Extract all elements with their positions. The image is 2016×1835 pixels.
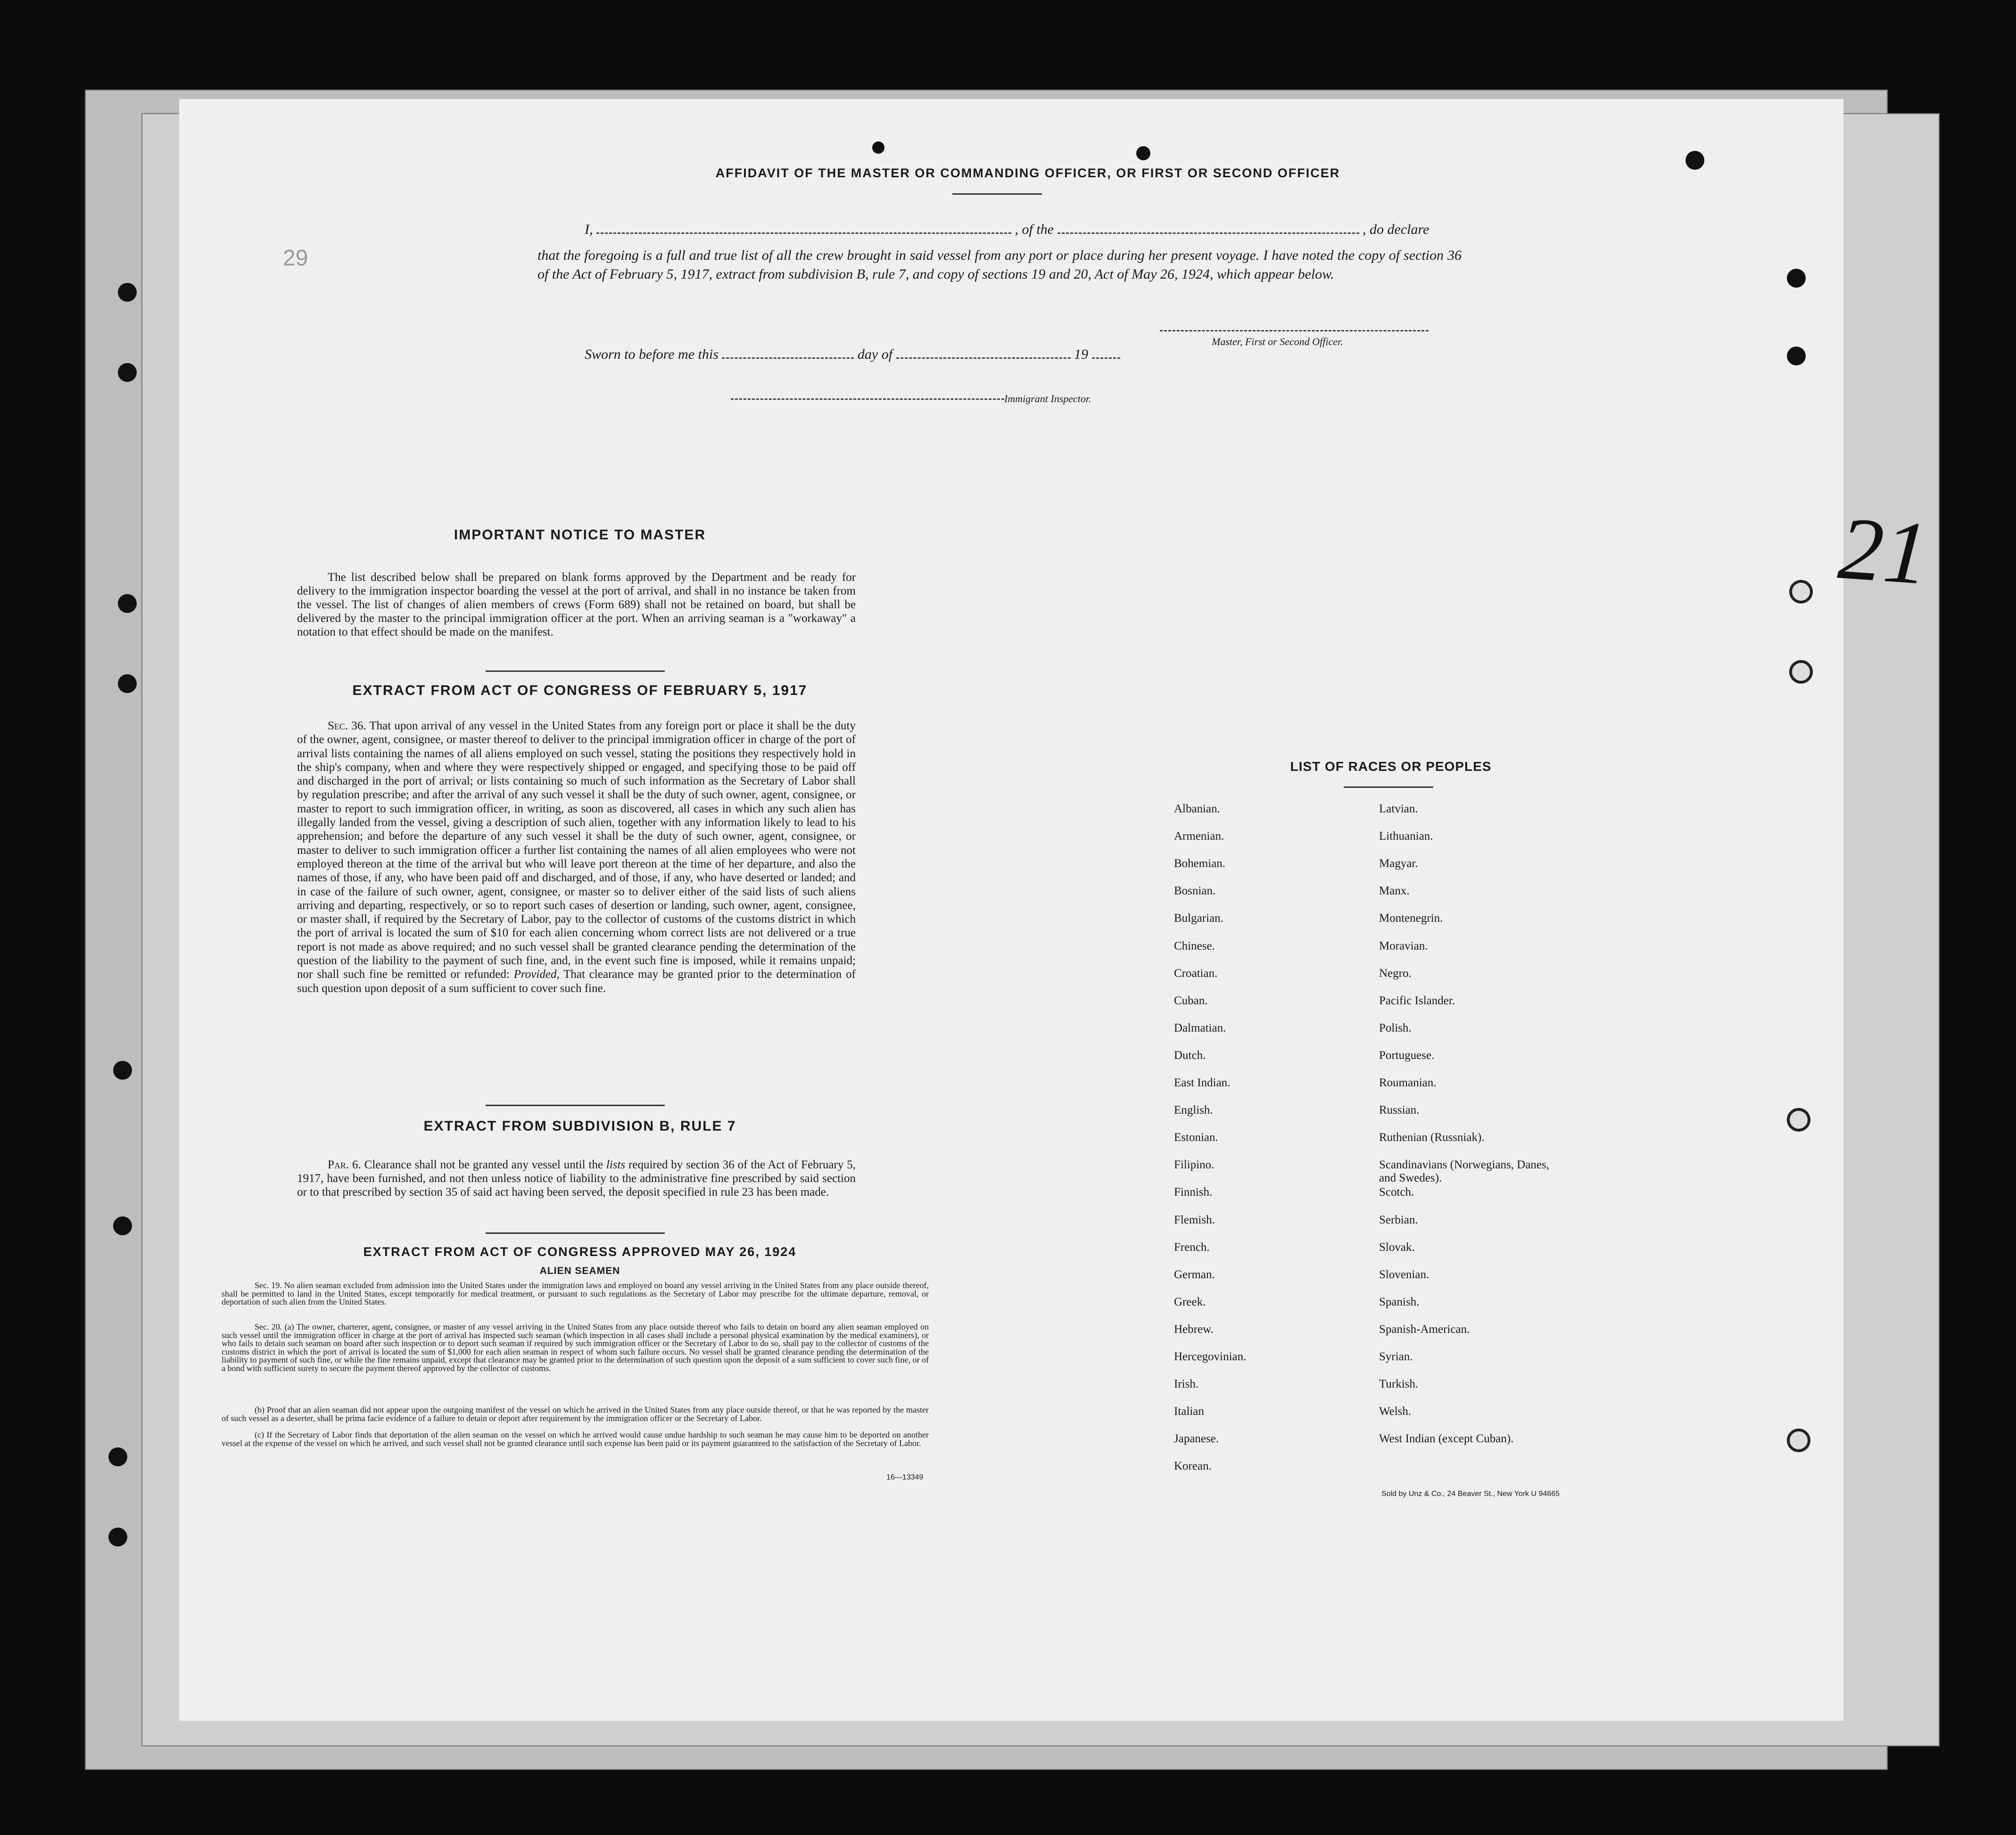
handwritten-mark: 21 xyxy=(1835,498,1932,604)
form-number: 16—13349 xyxy=(886,1473,924,1481)
race-item: Dalmatian. xyxy=(1174,1021,1226,1034)
sworn-text: Sworn to before me this xyxy=(585,347,719,362)
master-signature-line[interactable] xyxy=(1160,330,1429,331)
race-item: Japanese. xyxy=(1174,1432,1219,1446)
race-item: Dutch. xyxy=(1174,1049,1206,1062)
race-item: Manx. xyxy=(1379,884,1410,898)
race-item: German. xyxy=(1174,1268,1215,1281)
race-item: Italian xyxy=(1174,1405,1204,1418)
rule-7-title: EXTRACT FROM SUBDIVISION B, RULE 7 xyxy=(423,1118,736,1134)
provided-word: Provided, xyxy=(513,968,560,981)
race-item: Roumanian. xyxy=(1379,1076,1437,1089)
rule-7-text xyxy=(297,1158,856,1199)
par-6-text-b: required by section 36 of the Act of February 5, 1917, have been furnished, and not then unless notice of liability to the administrative fine prescribed by said section or to that prescribed by section 35 of said act having been served, the deposit specified in rule 23 has been made. xyxy=(297,1158,856,1199)
punch-hole xyxy=(1787,269,1806,288)
sworn-day-field[interactable] xyxy=(722,348,854,359)
par-6-label: Par. 6. xyxy=(328,1158,361,1171)
race-item: Korean. xyxy=(1174,1460,1212,1473)
race-item: Spanish-American. xyxy=(1379,1323,1470,1336)
punch-hole xyxy=(1136,146,1150,160)
extract-1924-sec-20a: Sec. 20. (a) The owner, charterer, agent, consignee, or master of any vessel arriving in the United States from any place outside thereof who fails to detain on board any alien seaman employed on such vessel until the immigration officer in charge at the port of arrival has inspected such seaman (which inspection in all cases shall include a personal physical examination by the medical examiners), or who fails to detain such seaman on board after such inspection or to deport such seaman if required by such immigration officer or the Secretary of Labor to do so, shall pay to the collector of customs of the customs district in which the port of arrival is located the sum of $1,000 for each alien seaman in respect of whom such failure occurs. No vessel shall be granted clearance pending the determination of the liability to payment of such fine, or while the fine remains unpaid, except that clearance may be granted prior to the determination of such question upon the deposit of a sum sufficient to cover such fine, or of a bond with sufficient surety to secure the payment thereof approved by the collector of customs. xyxy=(222,1322,929,1373)
affidavit-line-1 xyxy=(585,222,1462,238)
sec-36-text: That upon arrival of any vessel in the United States from any foreign port or place it shall be the duty of the owner, agent, consignee, or master thereof to deliver to the principal immigration officer in charge of the port of arrival lists containing the names of all aliens employed on such vessel, stating the positions they respectively hold in the ship's company, when and where they were respectively shipped or engaged, and specifying those to be paid off and discharged in the port of arrival; or lists containing so much of such information as the Secretary of Labor shall by regulation prescribe; and after the arrival of any such vessel it shall be the duty of such owner, agent, consignee, or master to report to such immigration officer, in writing, as soon as discovered, all cases in which any such alien has illegally landed from the vessel, giving a description of such alien, together with any information likely to lead to his apprehension; and before the departure of any such vessel it shall be the duty of such owner, agent, consignee, or master to deliver to such immigration officer a further list containing the names of all alien employees who were not employed thereon at the time of the arrival but who will leave port thereon at the time of her departure, and also the names of those, if any, who have been paid off and discharged, and of those, if any, who have deserted or landed; and in case of the failure of such owner, agent, consignee, or master so to deliver either of the said lists of such aliens arriving and departing, respectively, or so to report such cases of desertion or landing, such owner, agent, consignee, or master shall, if required by the Secretary of Labor, pay to the collector of customs of the customs district in which the port of arrival is located the sum of $10 for each alien concerning whom correct lists are not delivered or a true report is not made as above required; and no such vessel shall be granted clearance pending the determination of the question of the liability to the payment of such fine, and, in the event such fine is imposed, while it remains unpaid; nor shall such fine be remitted or refunded: xyxy=(297,719,856,981)
affidavit-body: that the foregoing is a full and true list of all the crew brought in said vessel from any port or place during her present voyage. I have noted the copy of section 36 of the Act of February 5, 1917, extract from subdivision B, rule 7, and copy of sections 19 and 20, Act of May 26, 1924, which appear below. xyxy=(537,248,1462,282)
extract-1924-title: EXTRACT FROM ACT OF CONGRESS APPROVED MAY 26, 1924 xyxy=(363,1245,797,1259)
do-declare: , do declare xyxy=(1363,222,1429,237)
sworn-month-field[interactable] xyxy=(896,348,1071,359)
master-label: Master, First or Second Officer. xyxy=(1212,336,1343,347)
race-item: Finnish. xyxy=(1174,1186,1213,1199)
alien-seamen-subtitle: ALIEN SEAMEN xyxy=(539,1265,620,1276)
race-item: Slovak. xyxy=(1379,1240,1415,1254)
punch-hole xyxy=(108,1528,127,1546)
race-item: English. xyxy=(1174,1104,1213,1117)
vessel-field[interactable] xyxy=(1058,223,1359,234)
race-item: Pacific Islander. xyxy=(1379,994,1455,1007)
races-title: LIST OF RACES OR PEOPLES xyxy=(1290,759,1492,774)
sworn-year-field[interactable] xyxy=(1092,348,1120,359)
punch-hole xyxy=(118,363,137,382)
punch-ring xyxy=(1789,580,1813,603)
punch-hole xyxy=(113,1061,132,1080)
extract-1917-title: EXTRACT FROM ACT OF CONGRESS OF FEBRUARY 5, 1917 xyxy=(352,683,808,698)
race-item: Portuguese. xyxy=(1379,1049,1435,1062)
race-item: Greek. xyxy=(1174,1295,1206,1308)
race-item: Latvian. xyxy=(1379,802,1418,815)
race-item: Bulgarian. xyxy=(1174,912,1223,925)
name-field[interactable] xyxy=(596,223,1011,234)
inspector-signature-line[interactable] xyxy=(731,398,1004,400)
race-item: Magyar. xyxy=(1379,857,1418,870)
divider xyxy=(952,193,1042,195)
race-item: Irish. xyxy=(1174,1378,1199,1391)
year-text: 19 xyxy=(1074,347,1089,362)
race-item: Turkish. xyxy=(1379,1378,1419,1391)
punch-ring xyxy=(1789,660,1813,684)
race-item: Moravian. xyxy=(1379,939,1428,952)
extract-1924-sec-19: Sec. 19. No alien seaman excluded from admission into the United States under the immigration laws and employed on board any vessel arriving in the United States from any place outside thereof, shall be permitted to land in the United States, except temporarily for medical treatment, or pursuant to such regulations as the Secretary of Labor may prescribe for the ultimate departure, removal, or deportation of such alien from the United States. xyxy=(222,1281,929,1306)
race-item: Hebrew. xyxy=(1174,1323,1214,1336)
race-item: Spanish. xyxy=(1379,1295,1420,1308)
race-item: Estonian. xyxy=(1174,1131,1218,1144)
race-item: Welsh. xyxy=(1379,1405,1412,1418)
extract-1917-text xyxy=(297,719,856,995)
punch-hole xyxy=(108,1447,127,1466)
race-item: Flemish. xyxy=(1174,1213,1215,1226)
race-item: Croatian. xyxy=(1174,967,1218,980)
race-item: Cuban. xyxy=(1174,994,1208,1007)
notice-title: IMPORTANT NOTICE TO MASTER xyxy=(454,527,706,543)
punch-ring xyxy=(1787,1108,1810,1132)
punch-hole xyxy=(113,1216,132,1235)
sec-36-text-end: That clearance may be granted prior to the determination of such question upon deposit of a sum sufficient to cover such fine. xyxy=(297,968,856,995)
race-item: Scotch. xyxy=(1379,1186,1414,1199)
race-item: East Indian. xyxy=(1174,1076,1231,1089)
race-item: Filipino. xyxy=(1174,1158,1215,1172)
punch-hole xyxy=(118,283,137,302)
sold-by: Sold by Unz & Co., 24 Beaver St., New York U 94665 xyxy=(1381,1490,1560,1498)
race-item: Serbian. xyxy=(1379,1213,1418,1226)
race-item: Bosnian. xyxy=(1174,884,1216,898)
par-6-text-a: Clearance shall not be granted any vessel until the xyxy=(364,1158,603,1171)
race-item: Negro. xyxy=(1379,967,1412,980)
race-item: Albanian. xyxy=(1174,802,1220,815)
race-item: Russian. xyxy=(1379,1104,1420,1117)
sworn-line xyxy=(585,347,1120,363)
race-item: Lithuanian. xyxy=(1379,830,1433,843)
extract-1924-sec-20b: (b) Proof that an alien seaman did not appear upon the outgoing manifest of the vessel on which he arrived in the United States from any place outside thereof, or that he was reported by the master of such vessel as a deserter, shall be prima facie evidence of a failure to detain or deport after requirement by the immigration officer or the Secretary of Labor. xyxy=(222,1405,929,1423)
race-item: Polish. xyxy=(1379,1021,1412,1034)
race-item: Montenegrin. xyxy=(1379,912,1443,925)
notice-text: The list described below shall be prepared on blank forms approved by the Department and be ready for delivery to the immigration inspector boarding the vessel at the port of arrival, and shall in no instance be taken from the vessel. The list of changes of alien members of crews (Form 689) shall not be retained on board, but shall be delivered by the master to the principal immigration officer at the port. When an arriving seaman is a "workaway" a notation to that effect should be made on the manifest. xyxy=(297,571,856,638)
race-item: Chinese. xyxy=(1174,939,1215,952)
day-of-text: day of xyxy=(857,347,893,362)
race-item: Syrian. xyxy=(1379,1350,1413,1363)
divider xyxy=(486,670,665,672)
line-i: I, xyxy=(585,222,593,237)
race-item: Hercegovinian. xyxy=(1174,1350,1247,1363)
race-item: West Indian (except Cuban). xyxy=(1379,1432,1514,1446)
punch-hole xyxy=(872,141,884,154)
race-item: Bohemian. xyxy=(1174,857,1226,870)
punch-ring xyxy=(1787,1429,1810,1452)
race-item: Slovenian. xyxy=(1379,1268,1429,1281)
divider xyxy=(486,1232,665,1234)
race-item: Armenian. xyxy=(1174,830,1224,843)
divider xyxy=(1344,786,1433,788)
affidavit-title: AFFIDAVIT OF THE MASTER OR COMMANDING OFFICER, OR FIRST OR SECOND OFFICER xyxy=(715,166,1340,180)
punch-hole xyxy=(118,594,137,613)
extract-1924-sec-20c: (c) If the Secretary of Labor finds that deportation of the alien seaman on the vessel on which he arrived would cause undue hardship to such seaman he may cause him to be deported on another vessel at the expense of the vessel on which he arrived, and such vessel shall not be granted clearance until such expense has been paid or its payment guaranteed to the satisfaction of the Secretary of Labor. xyxy=(222,1430,929,1448)
punch-hole xyxy=(1787,347,1806,365)
inspector-label: Immigrant Inspector. xyxy=(1004,393,1091,405)
punch-hole xyxy=(118,674,137,693)
of-the: , of the xyxy=(1015,222,1054,237)
page-number: 29 xyxy=(283,246,308,271)
punch-hole xyxy=(1686,151,1704,170)
divider xyxy=(486,1105,665,1106)
race-item: French. xyxy=(1174,1240,1210,1254)
race-item: Ruthenian (Russniak). xyxy=(1379,1131,1485,1144)
sec-36-label: Sec. 36. xyxy=(328,719,366,732)
race-item: Scandinavians (Norwegians, Danes, and Swedes). xyxy=(1379,1158,1550,1185)
lists-word: lists xyxy=(606,1158,626,1171)
